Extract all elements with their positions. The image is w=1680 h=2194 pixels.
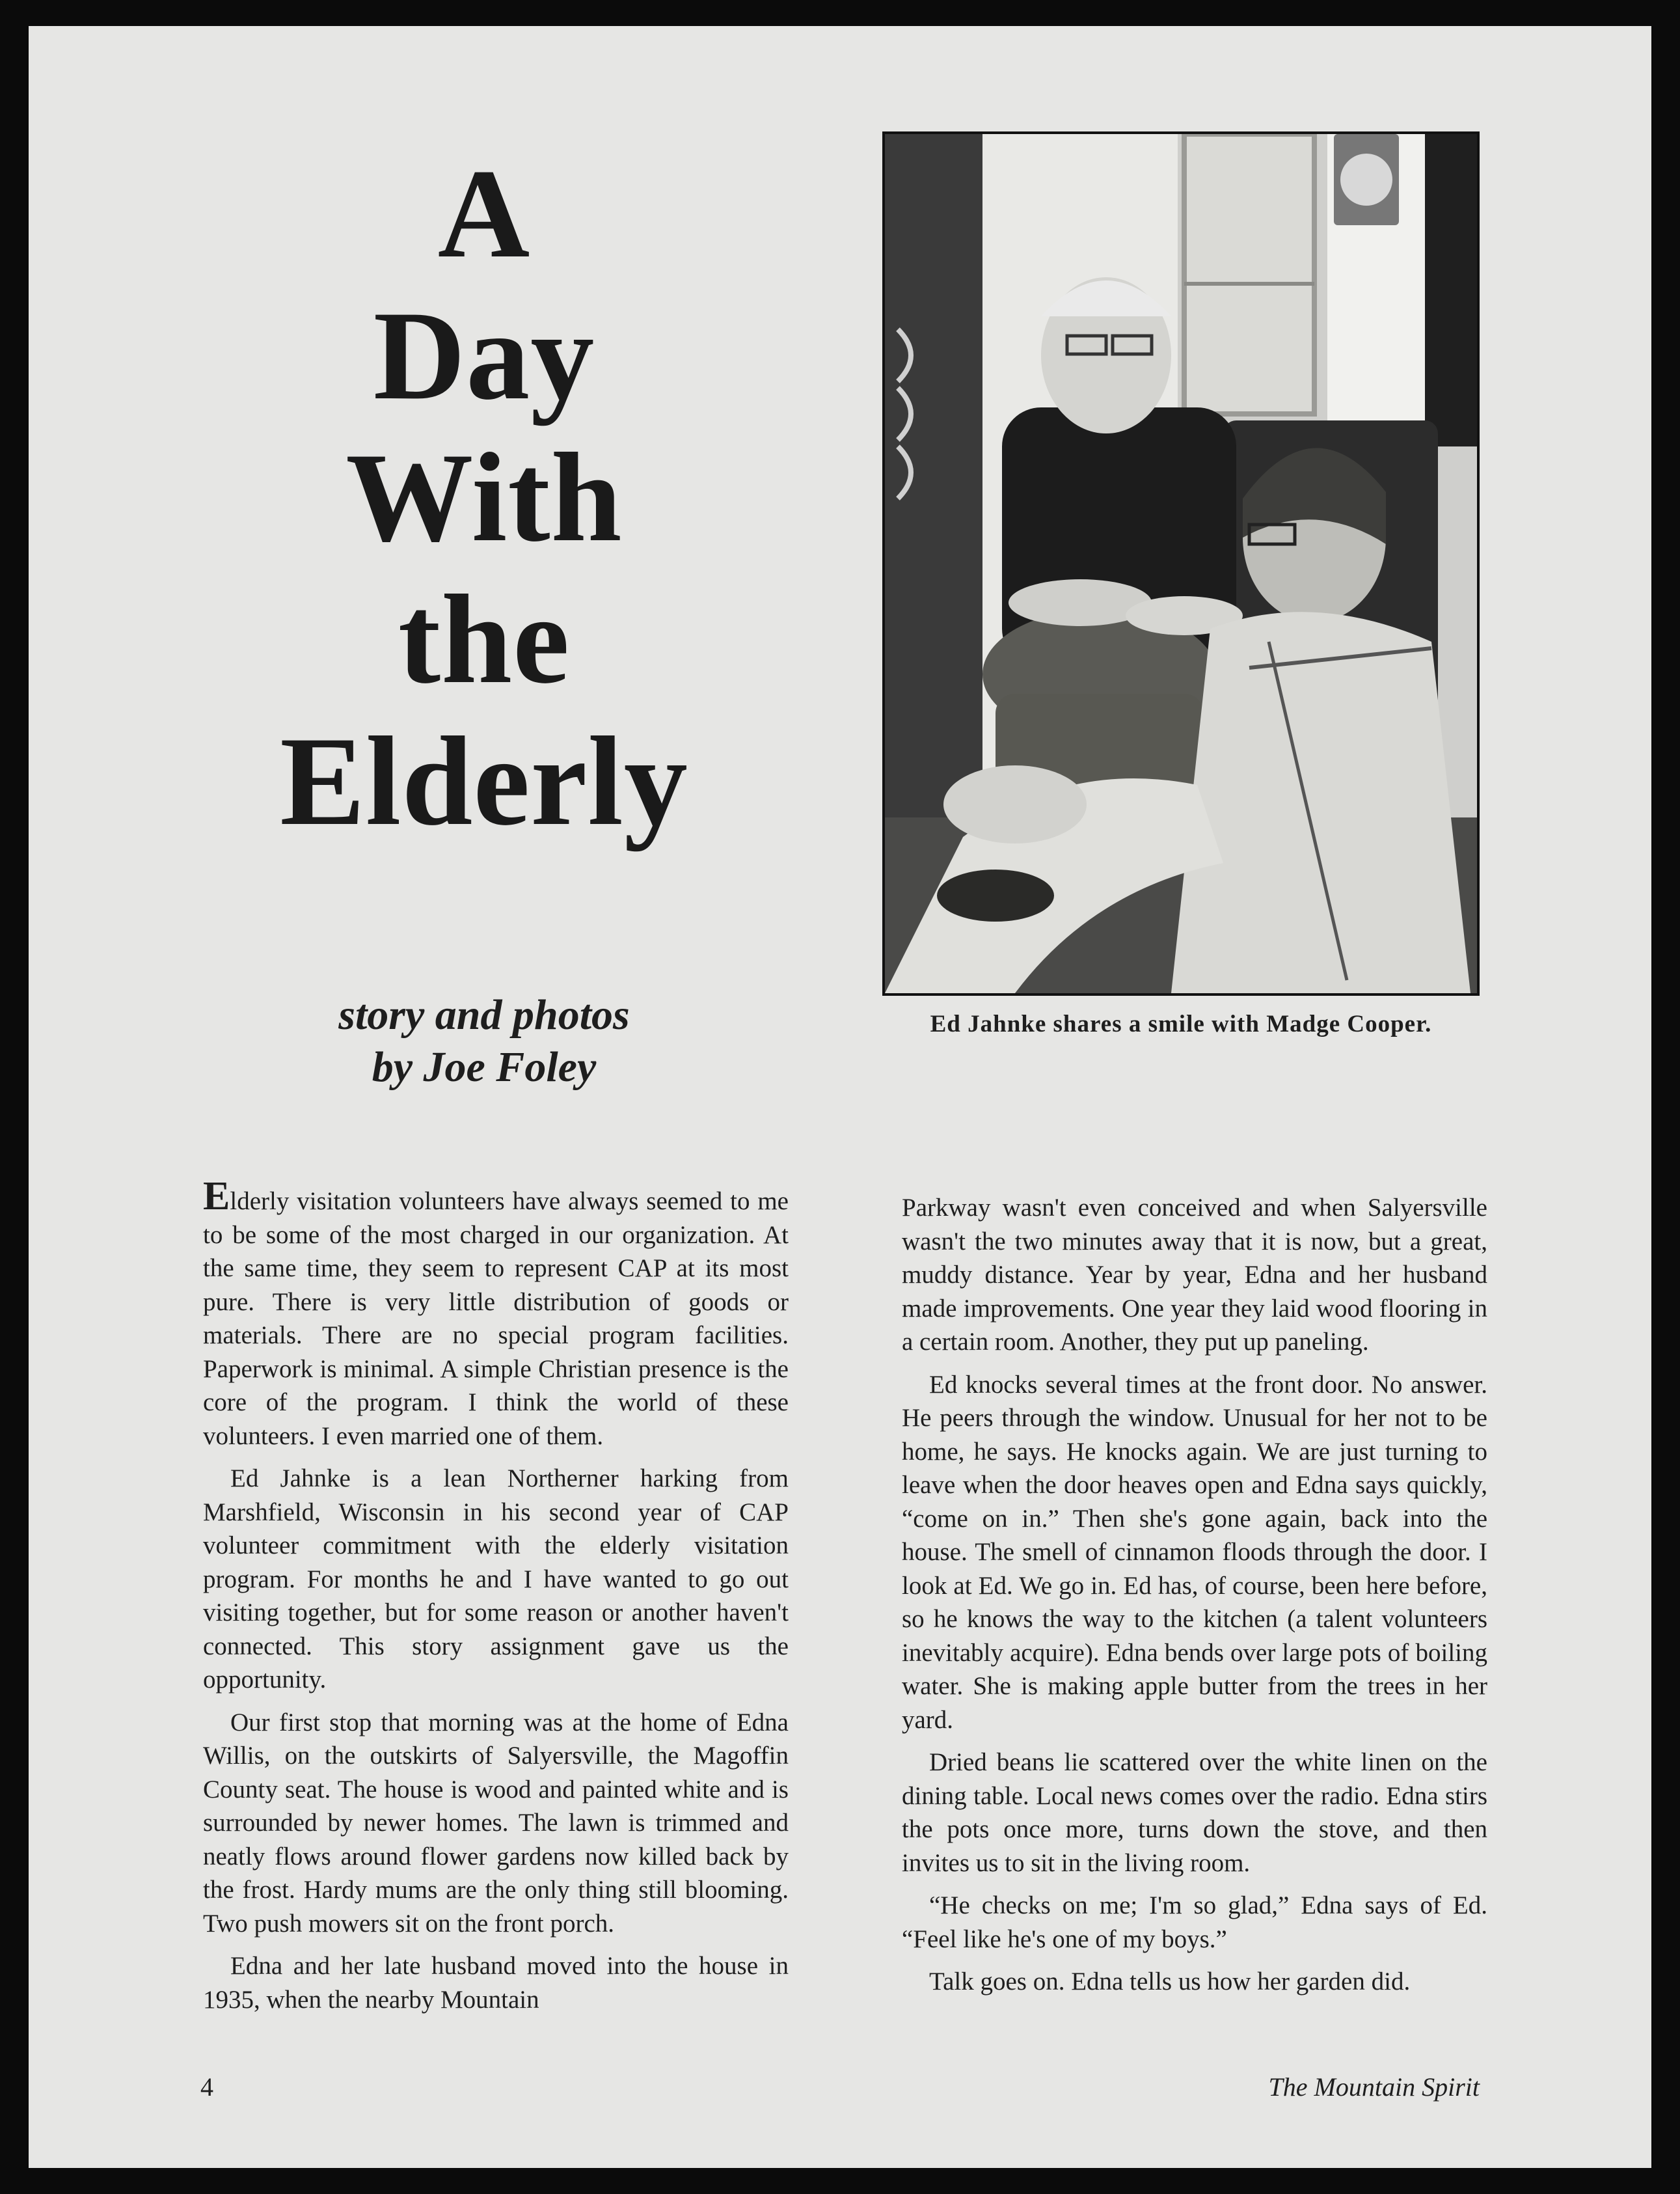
paragraph: Ed knocks several times at the front door. No answer. He peers through the window. Unusual for her not to be home, he says. He knocks again. We are just turning to leave when the door heaves open and Edna says quickly, “come on in.” Then she's gone again, back into the house. The smell of cinnamon floods through the door. I look at Ed. We go in. Ed has, of course, been here before, so he knows the way to the kitchen (a talent volunteers inevitably acquire). Edna bends over large pots of boiling water. She is making apple butter from the trees in her yard. xyxy=(902,1370,1487,1734)
drop-cap: E xyxy=(203,1174,230,1218)
title-line: Day xyxy=(373,285,595,426)
paragraph: Talk goes on. Edna tells us how her garden did. xyxy=(929,1968,1411,1995)
magazine-name: The Mountain Spirit xyxy=(1268,2072,1480,2102)
title-line: the xyxy=(398,569,571,710)
photo-caption: Ed Jahnke shares a smile with Madge Cooper. xyxy=(930,1011,1432,1037)
article-title xyxy=(159,143,809,853)
body-column-left xyxy=(203,1174,789,2025)
byline-line-2: by Joe Foley xyxy=(372,1043,597,1091)
paragraph: Dried beans lie scattered over the white linen on the dining table. Local news comes over the radio. Edna stirs the pots once more, turns down the stove, and then invites us to sit in the living room. xyxy=(902,1748,1487,1877)
title-line: Elderly xyxy=(280,711,688,852)
paragraph xyxy=(203,1174,789,1453)
body-column-right xyxy=(902,1191,1487,2008)
byline xyxy=(191,989,777,1093)
paragraph: Parkway wasn't even conceived and when Salyersville wasn't the two minutes away that it is now, but a great, muddy distance. Year by year, Edna and her husband made improvements. One year they laid wood flooring in a certain room. Another, they put up paneling. xyxy=(902,1194,1487,1356)
paragraph: Ed Jahnke is a lean Northerner harking from Marshfield, Wisconsin in his second year of CAP volunteer commitment with the elderly visitation program. For months he and I have wanted to go out visiting together, but for some reason or another haven't connected. This story assignment gave us the opportunity. xyxy=(203,1464,789,1693)
byline-line-1: story and photos xyxy=(338,991,630,1039)
page-number: 4 xyxy=(200,2072,213,2102)
paragraph: “He checks on me; I'm so glad,” Edna says of Ed. “Feel like he's one of my boys.” xyxy=(902,1891,1487,1953)
article-photo xyxy=(882,131,1480,996)
paragraph-text: lderly visitation volunteers have always seemed to me to be some of the most charged in our organization. At the same time, they seem to represent CAP at its most pure. There is very little distribution of goods or materials. There are no special program facilities. Paperwork is minimal. A simple Christian presence is the core of the program. I think the world of these volunteers. I even married one of them. xyxy=(203,1187,789,1450)
magazine-page xyxy=(29,26,1651,2168)
title-line: With xyxy=(345,427,623,568)
title-line: A xyxy=(437,143,531,284)
paragraph: Edna and her late husband moved into the house in 1935, when the nearby Mountain xyxy=(203,1952,789,2014)
paragraph: Our first stop that morning was at the home of Edna Willis, on the outskirts of Salyersville, the Magoffin County seat. The house is wood and painted white and is surrounded by newer homes. The lawn is trimmed and neatly flows around flower gardens now killed back by the frost. Hardy mums are the only thing still blooming. Two push mowers sit on the front porch. xyxy=(203,1708,789,1938)
